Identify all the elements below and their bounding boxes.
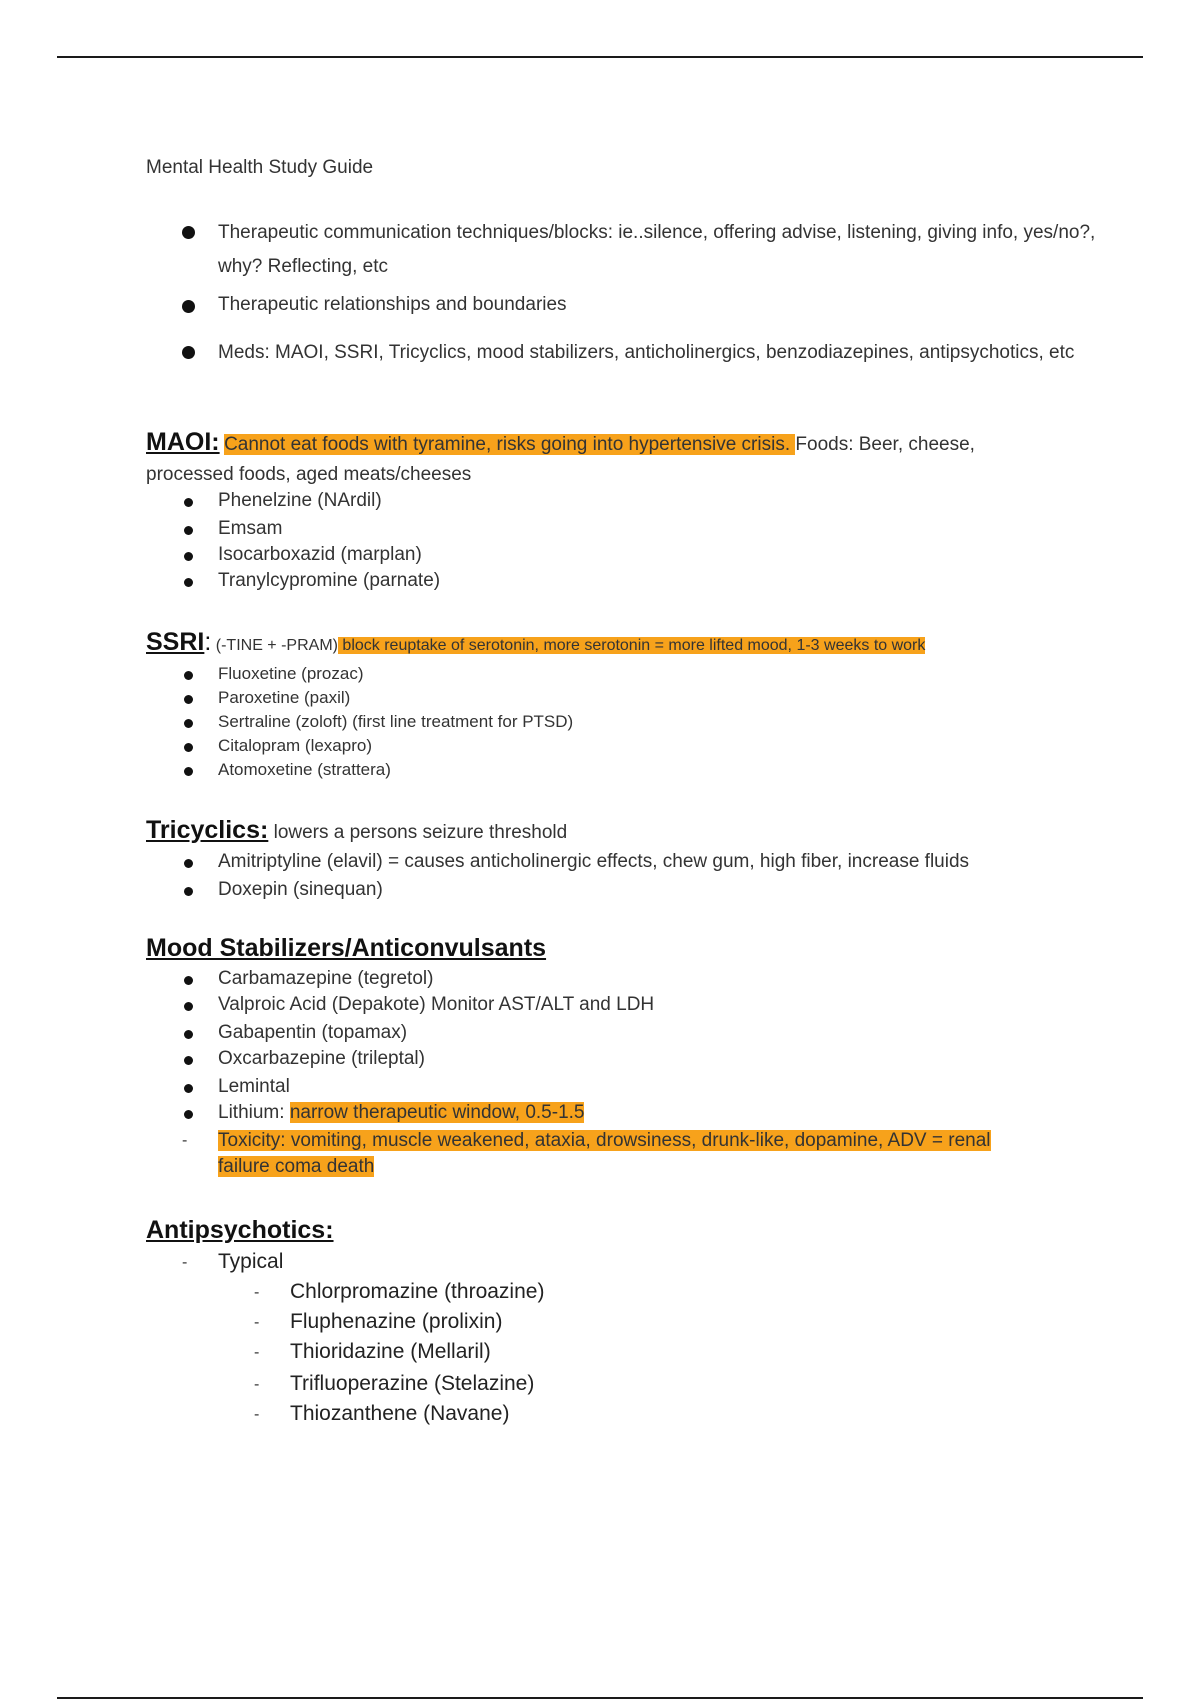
list-item: Phenelzine (NArdil)	[218, 490, 382, 511]
bullet-icon	[184, 498, 193, 507]
bullet-icon	[182, 226, 195, 239]
dash-marker: -	[254, 1314, 260, 1331]
intro-bullet-meds: Meds: MAOI, SSRI, Tricyclics, mood stabilizers, anticholinergics, benzodiazepines, antipsychotics, etc	[218, 342, 1075, 363]
bullet-icon	[184, 552, 193, 561]
list-item: Thiozanthene (Navane)	[290, 1402, 510, 1425]
bullet-icon	[184, 1030, 193, 1039]
bullet-icon	[184, 578, 193, 587]
intro-bullet-communication: Therapeutic communication techniques/blocks: ie..silence, offering advise, listening, giving info, yes/no?, why? Reflecting, etc	[218, 222, 1096, 277]
antipsychotics-heading: Antipsychotics:	[146, 1216, 334, 1244]
bullet-icon	[184, 671, 193, 680]
antipsychotics-group-typical: Typical	[218, 1250, 284, 1273]
list-item: Fluphenazine (prolixin)	[290, 1310, 503, 1333]
maoi-foods: Foods: Beer, cheese,	[795, 434, 975, 455]
maoi-highlight: Cannot eat foods with tyramine, risks going into hypertensive crisis.	[224, 434, 796, 455]
bullet-icon	[184, 976, 193, 985]
bullet-icon	[184, 695, 193, 704]
intro-bullet-relationships: Therapeutic relationships and boundaries	[218, 294, 567, 315]
toxicity-highlight-2: failure coma death	[218, 1156, 375, 1177]
dash-marker: -	[182, 1254, 188, 1271]
tricyclics-note: lowers a persons seizure threshold	[268, 822, 568, 843]
header-rule	[57, 56, 1143, 58]
list-item: Tranylcypromine (parnate)	[218, 570, 441, 591]
mood-heading-line	[146, 934, 546, 963]
dash-marker: -	[254, 1344, 260, 1361]
bullet-icon	[184, 1110, 193, 1119]
lithium-item	[218, 1102, 584, 1124]
list-item: Gabapentin (topamax)	[218, 1022, 408, 1043]
list-item: Thioridazine (Mellaril)	[290, 1340, 491, 1363]
bullet-icon	[184, 887, 193, 896]
bullet-icon	[184, 767, 193, 776]
tricyclics-heading-line	[146, 816, 567, 845]
list-item: Chlorpromazine (throazine)	[290, 1280, 545, 1303]
list-item: Valproic Acid (Depakote) Monitor AST/ALT and LDH	[218, 994, 655, 1015]
list-item: Carbamazepine (tegretol)	[218, 968, 434, 989]
lithium-label: Lithium:	[218, 1102, 290, 1123]
list-item: Citalopram (lexapro)	[218, 736, 372, 755]
lithium-highlight: narrow therapeutic window, 0.5-1.5	[289, 1102, 585, 1123]
footer-rule	[57, 1697, 1143, 1699]
bullet-icon	[182, 346, 195, 359]
list-item: Lemintal	[218, 1076, 290, 1097]
list-item: Sertraline (zoloft) (first line treatment for PTSD)	[218, 712, 574, 731]
document-title: Mental Health Study Guide	[146, 157, 374, 178]
list-item: Isocarboxazid (marplan)	[218, 544, 422, 565]
bullet-icon	[184, 859, 193, 868]
tricyclics-heading: Tricyclics:	[146, 816, 269, 844]
ssri-heading-line	[146, 628, 925, 657]
list-item: Trifluoperazine (Stelazine)	[290, 1372, 535, 1395]
dash-marker: -	[254, 1284, 260, 1301]
bullet-icon	[184, 719, 193, 728]
dash-marker: -	[254, 1376, 260, 1393]
toxicity-line1	[218, 1130, 991, 1152]
dash-marker: -	[182, 1132, 188, 1149]
bullet-icon	[184, 1002, 193, 1011]
bullet-icon	[184, 1084, 193, 1093]
ssri-heading: SSRI	[146, 628, 205, 656]
ssri-note: (-TINE + -PRAM)	[211, 637, 338, 654]
ssri-colon: :	[204, 628, 212, 656]
list-item: Atomoxetine (strattera)	[218, 760, 391, 779]
list-item: Emsam	[218, 518, 283, 539]
maoi-heading-line	[146, 428, 975, 457]
dash-marker: -	[254, 1406, 260, 1423]
list-item: Amitriptyline (elavil) = causes anticholinergic effects, chew gum, high fiber, increase fluids	[218, 851, 970, 872]
ssri-highlight: block reuptake of serotonin, more serotonin = more lifted mood, 1-3 weeks to work	[337, 637, 926, 654]
list-item: Doxepin (sinequan)	[218, 879, 383, 900]
toxicity-line2	[218, 1156, 374, 1178]
toxicity-highlight-1: Toxicity: vomiting, muscle weakened, ataxia, drowsiness, drunk-like, dopamine, ADV = renal	[218, 1130, 991, 1151]
bullet-icon	[184, 526, 193, 535]
list-item: Fluoxetine (prozac)	[218, 664, 364, 683]
bullet-icon	[184, 743, 193, 752]
maoi-heading: MAOI:	[146, 428, 220, 456]
bullet-icon	[184, 1056, 193, 1065]
bullet-icon	[182, 300, 195, 313]
mood-heading: Mood Stabilizers/Anticonvulsants	[146, 934, 547, 962]
list-item: Oxcarbazepine (trileptal)	[218, 1048, 425, 1069]
antipsychotics-heading-line	[146, 1216, 334, 1245]
maoi-foods-line2: processed foods, aged meats/cheeses	[146, 464, 472, 485]
list-item: Paroxetine (paxil)	[218, 688, 351, 707]
